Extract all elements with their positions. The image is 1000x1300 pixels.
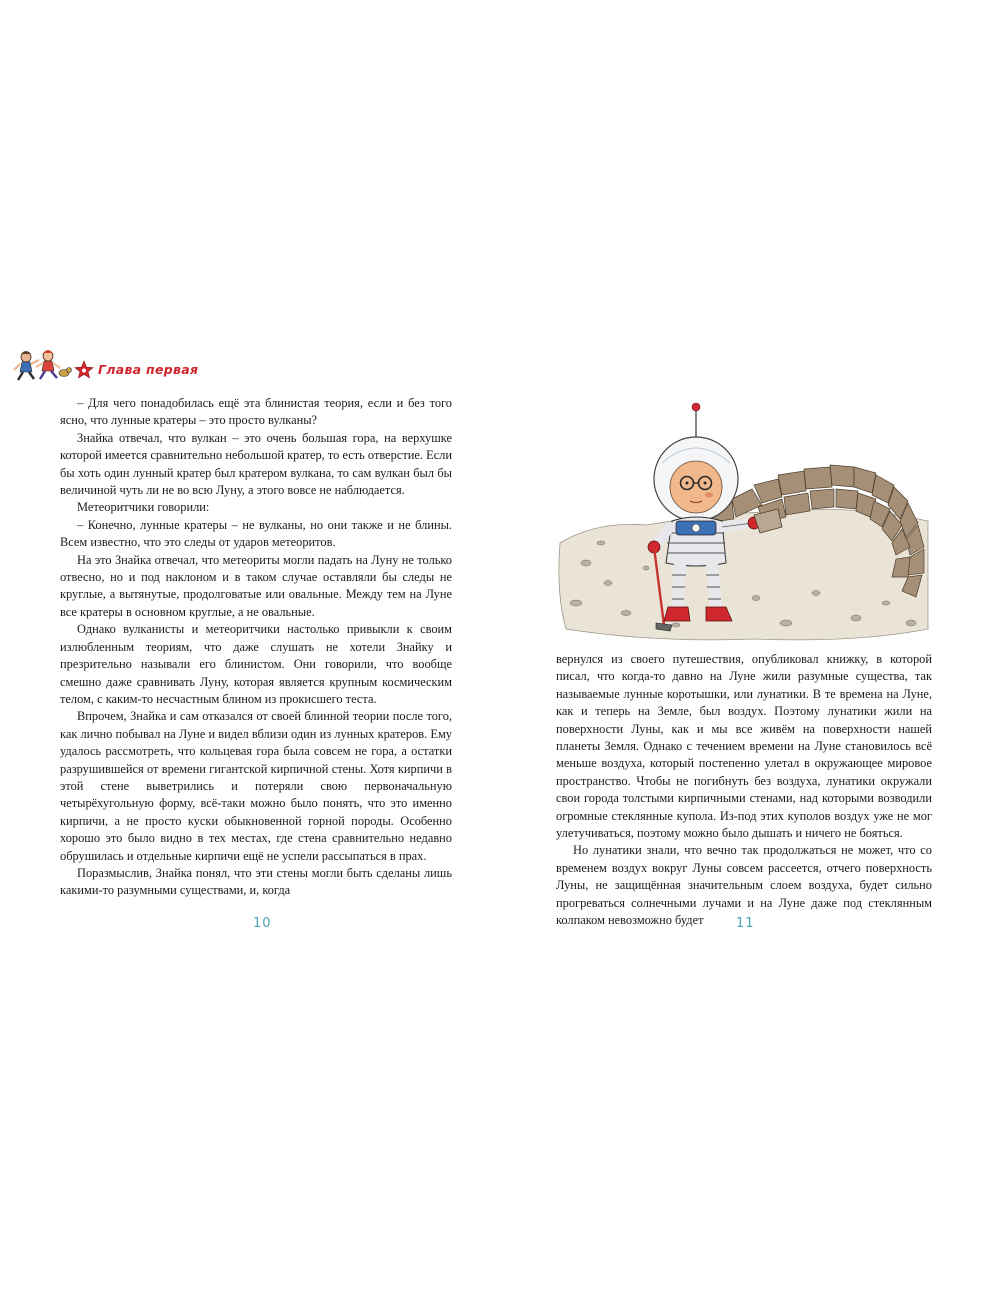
paragraph: Впрочем, Знайка и сам отказался от своей блинной теории после того, как лично побывал на Луне и видел вблизи один из лунных кратеров. Ему удалось рассмотреть, что кольцевая гора была совсем не гора, а остатки разрушившейся от времени гигантской кирпичной стены. Хотя кирпичи в этой стене выветрились и потеряли свою первоначальную четырёхугольную форму, всё-таки можно было понять, что это именно кирпичи, а не просто куски обыкновенной горной породы. Особенно хорошо это было видно в тех местах, где стена сравнительно недавно обрушилась и отдельные кирпичи ещё не успели рассыпаться в прах. (60, 709, 452, 863)
paragraph: Однако вулканисты и метеоритчики настолько привыкли к своим излюбленным теориям, что даже слушать не хотели Знайку и презрительно называли его блинистом. Они говорили, что вообще смешно даже сравнивать Луну, которая является крупным космическим телом, с каким-то несчастным блином из прокисшего теста. (60, 622, 452, 706)
paragraph: Метеоритчики говорили: (77, 500, 210, 515)
paragraph: – Для чего понадобилась ещё эта блинистая теория, если и без того ясно, что лунные кратеры – это просто вулканы? (60, 396, 452, 428)
paragraph: вернулся из своего путешествия, опубликовал книжку, в которой писал, что когда-то давно на Луне жили разумные существа, так называемые лунные коротышки, или лунатики. В те времена на Луне, как и теперь на Земле, был воздух. Поэтому лунатики жили на поверхности Луны, как и мы все живём на поверхности нашей планеты Земля. Однако с течением времени на Луне становилось всё меньше воздуха, который постепенно улетал в окружающее мировое пространство. Чтобы не погибнуть без воздуха, лунатики окружали свои города толстыми кирпичными стенами, над которыми возводили огромные стеклянные купола. Из-под этих куполов воздух уже не мог улетучиваться, поэтому можно было дышать и ничего не бояться. (556, 652, 932, 841)
running-children-star-icon (12, 348, 98, 384)
astronaut-on-moon-with-brick-wall-illustration (556, 393, 932, 641)
right-page-text (556, 651, 932, 930)
chapter-header (12, 348, 212, 384)
paragraph: На это Знайка отвечал, что метеориты могли падать на Луну не только отвесно, но и под наклоном и в таком случае оставляли бы следы не круглые, а вытянутые, продолговатые или овальные. Между тем на Луне все кратеры в основном круглые, а не овальные. (60, 552, 452, 619)
paragraph: Знайка отвечал, что вулкан – это очень большая гора, на верхушке которой имеется сравнительно небольшой кратер, то есть отверстие. Если бы хоть один лунный кратер был кратером вулкана, то сам вулкан был бы величиной чуть ли не во всю Луну, а этого вовсе не наблюдается. (60, 430, 452, 498)
paragraph: Но лунатики знали, что вечно так продолжаться не может, что со временем воздух вокруг Луны совсем рассеется, отчего поверхность Луны, не защищённая значительным слоем воздуха, будет сильно прогреваться солнечными лучами и на Луне даже под стеклянным колпаком невозможно будет (556, 843, 932, 928)
paragraph: Поразмыслив, Знайка понял, что эти стены могли быть сделаны лишь какими-то разумными существами, и, когда (60, 865, 452, 898)
left-page-text (60, 395, 452, 900)
paragraph: – Конечно, лунные кратеры – не вулканы, но они также и не блины. Всем известно, что это следы от ударов метеоритов. (60, 517, 452, 550)
page-number-right: 11 (736, 916, 755, 931)
chapter-title: Глава первая (98, 362, 199, 377)
page-number-left: 10 (253, 916, 272, 931)
